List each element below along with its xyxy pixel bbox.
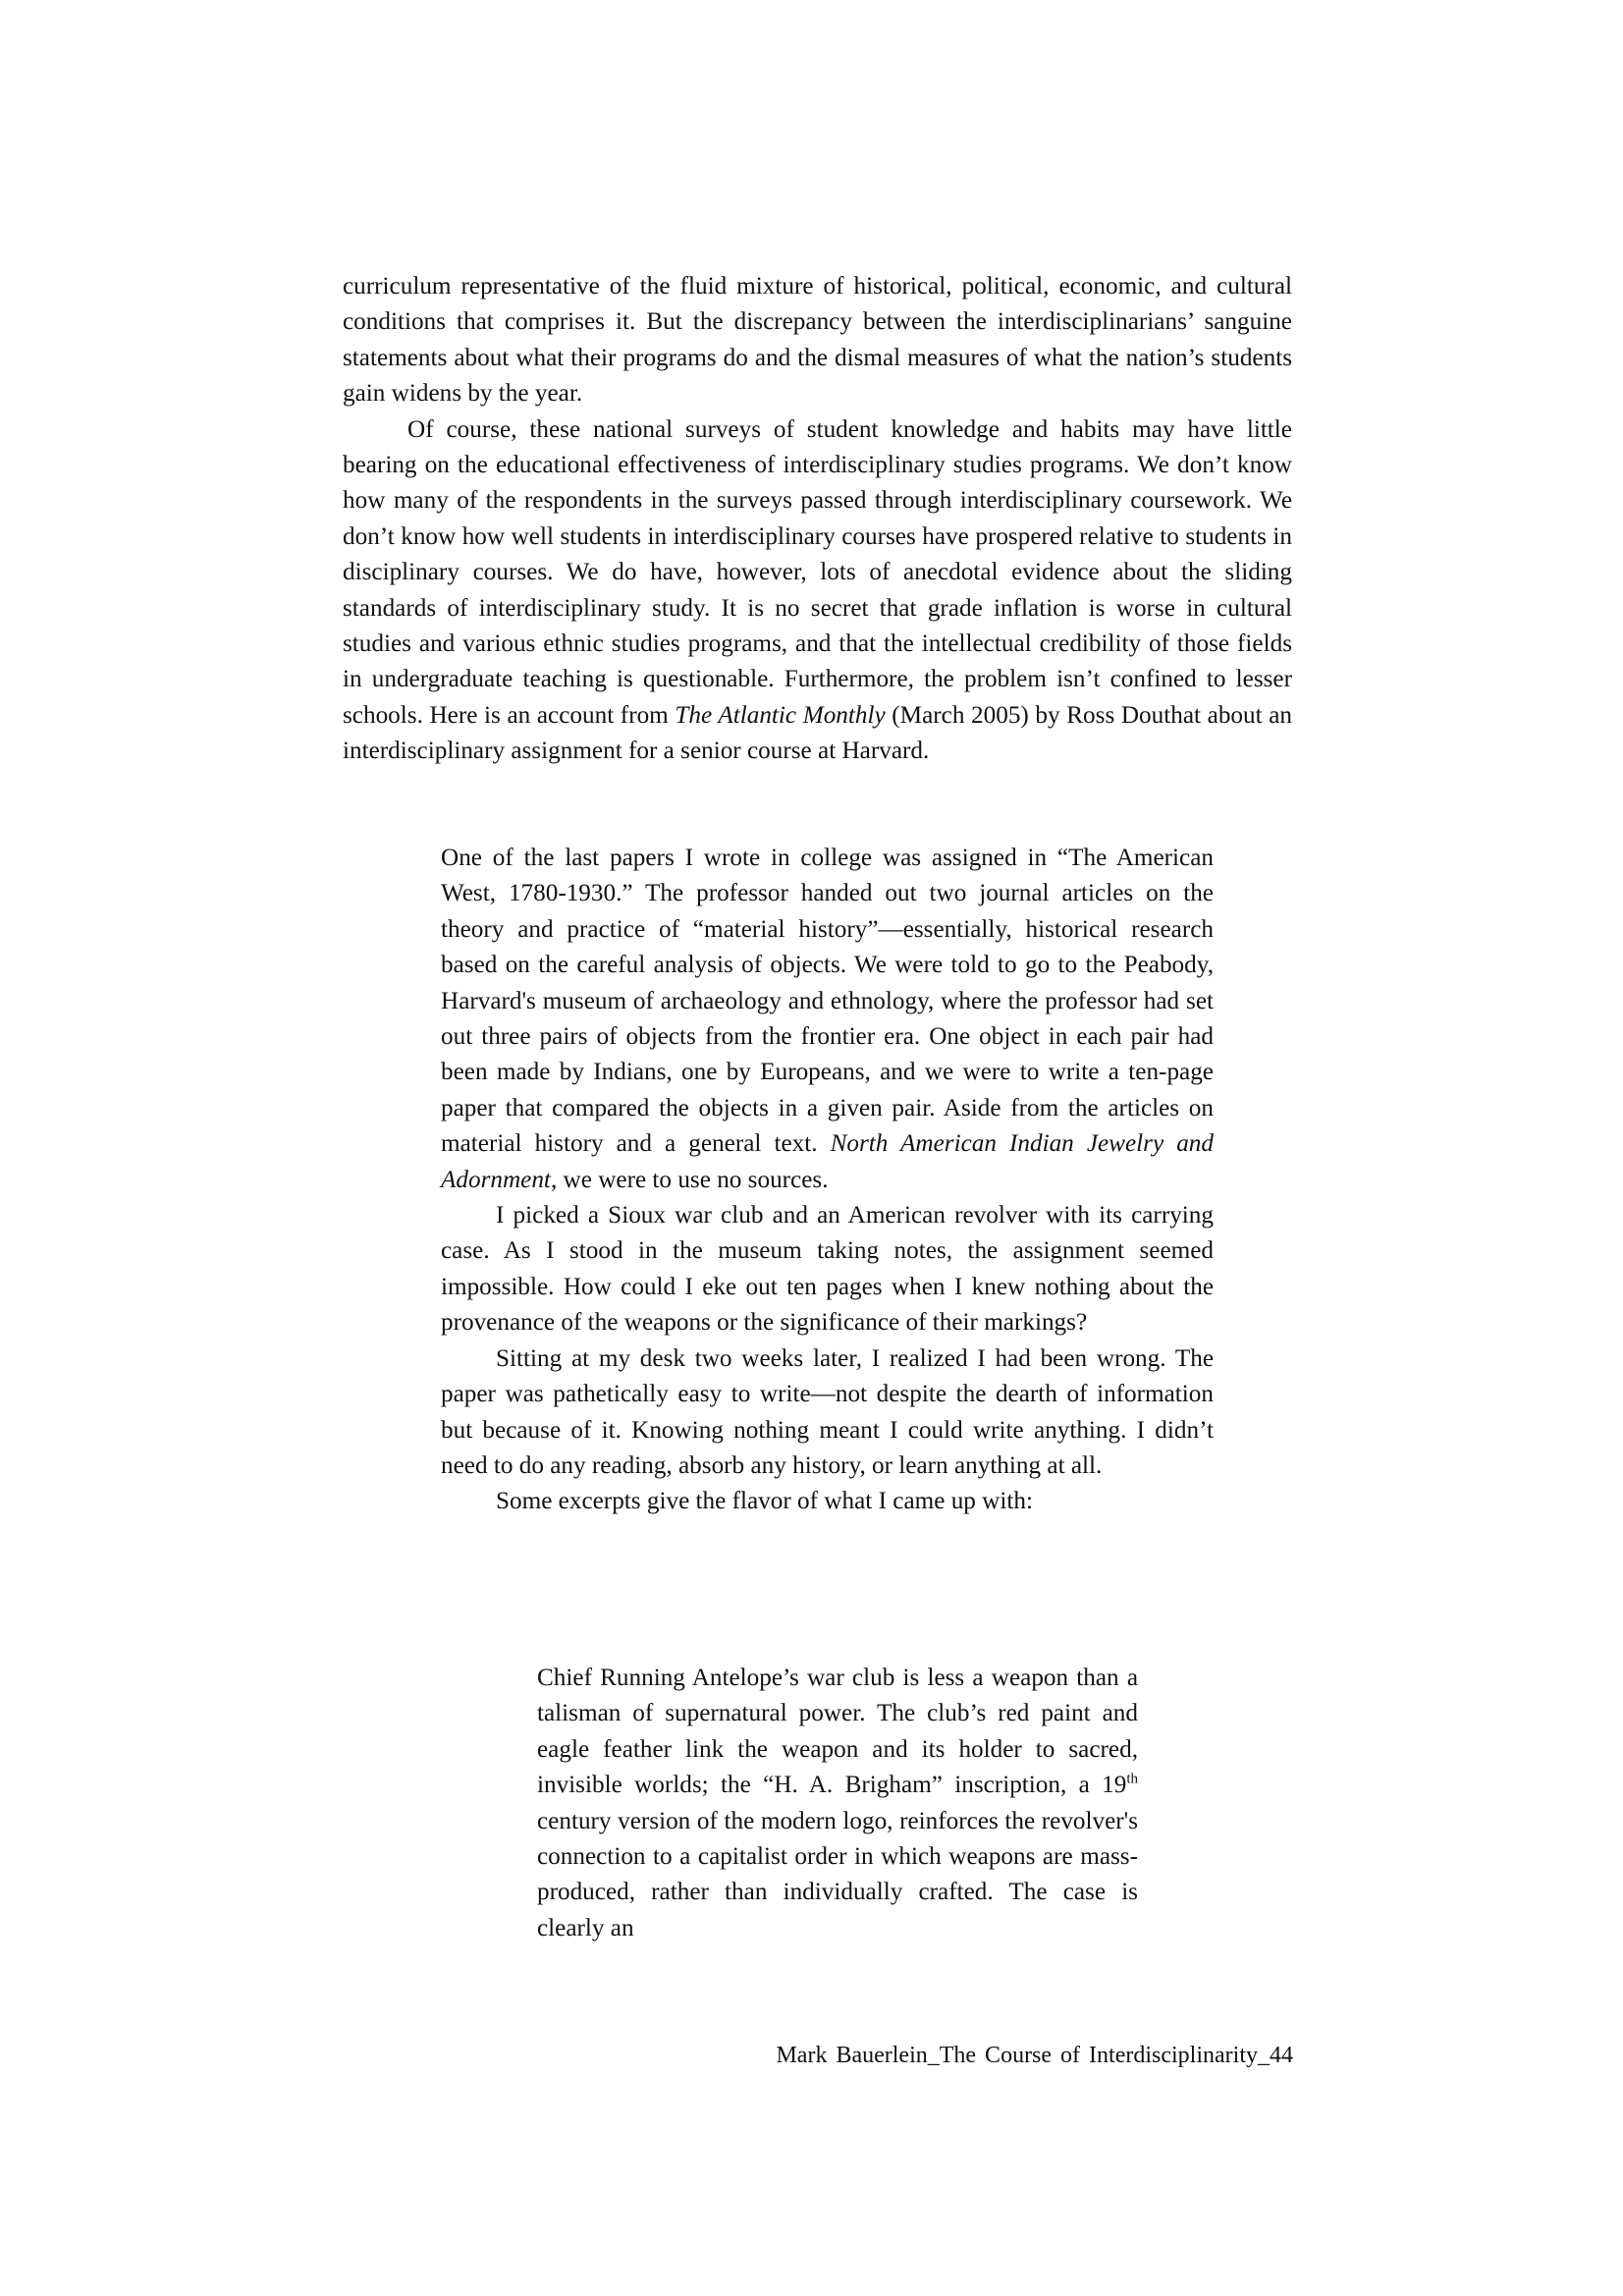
book-title: North American Indian Jewelry and Adornment [441,1130,1214,1193]
body-paragraph-2-tail: (March 2005) by Ross Douthat about an interdisciplinary assignment for a senior course at Harvard. [343,701,1292,765]
quote-paragraph-1-tail: , we were to use no sources. [550,1166,829,1193]
body-paragraph-1: curriculum representative of the fluid mixture of historical, political, economic, and cultural conditions that comprises it. But the discrepancy between the interdisciplinarians’ sanguine statements about what their programs do and the dismal measures of what the nation’s students gain widens by the year. [343,273,1292,408]
nested-block-quote [537,1661,1138,1946]
quote-paragraph-2: I picked a Sioux war club and an American revolver with its carrying case. As I stood in the museum taking notes, the assignment seemed impossible. How could I eke out ten pages when I knew nothing about the provenance of the weapons or the significance of their markings? [441,1202,1214,1337]
quote-paragraph-1-text: One of the last papers I wrote in college was assigned in “The American West, 1780-1930.” The professor handed out two journal articles on the theory and practice of “material history”—essentially, historical research based on the careful analysis of objects. We were told to go to the Peabody, Harvard's museum of archaeology and ethnology, where the professor had set out three pairs of objects from the frontier era. One object in each pair had been made by Indians, one by Europeans, and we were to write a ten-page paper that compared the objects in a given pair. Aside from the articles on material history and a general text. [441,845,1214,1158]
nested-quote-tail: century version of the modern logo, reinforces the revolver's connection to a capitalist order in which weapons are mass-produced, rather than individually crafted. The case is clearly an [537,1807,1138,1941]
nested-quote-text: Chief Running Antelope’s war club is less a weapon than a talisman of supernatural power. The club’s red paint and eagle feather link the weapon and its holder to sacred, invisible worlds; the “H. A. Brigham” inscription, a 19 [537,1665,1138,1799]
running-footer: Mark Bauerlein_The Course of Interdisciplinarity_44 [776,2043,1293,2068]
quote-paragraph-1 [441,841,1214,1198]
ordinal-superscript: th [1126,1771,1138,1787]
body-paragraph-2 [343,412,1292,770]
quote-paragraph-4: Some excerpts give the flavor of what I came up with: [496,1488,1033,1515]
body-paragraph-2-text: Of course, these national surveys of student knowledge and habits may have little bearing on the educational effectiveness of interdisciplinary studies programs. We don’t know how many of the respondents in the surveys passed through interdisciplinary coursework. We don’t know how well students in interdisciplinary courses have prospered relative to students in disciplinary courses. We do have, however, lots of anecdotal evidence about the sliding standards of interdisciplinary study. It is no secret that grade inflation is worse in cultural studies and various ethnic studies programs, and that the intellectual credibility of those fields in undergraduate teaching is questionable. Furthermore, the problem isn’t confined to lesser schools. Here is an account from [343,415,1292,729]
block-quote [441,841,1214,1520]
nested-quote-paragraph [537,1661,1138,1946]
magazine-title: The Atlantic Monthly [675,701,886,729]
quote-paragraph-3: Sitting at my desk two weeks later, I realized I had been wrong. The paper was pathetically easy to write—not despite the dearth of information but because of it. Knowing nothing meant I could write anything. I didn’t need to do any reading, absorb any history, or learn anything at all. [441,1344,1214,1479]
body-text [343,269,1292,770]
